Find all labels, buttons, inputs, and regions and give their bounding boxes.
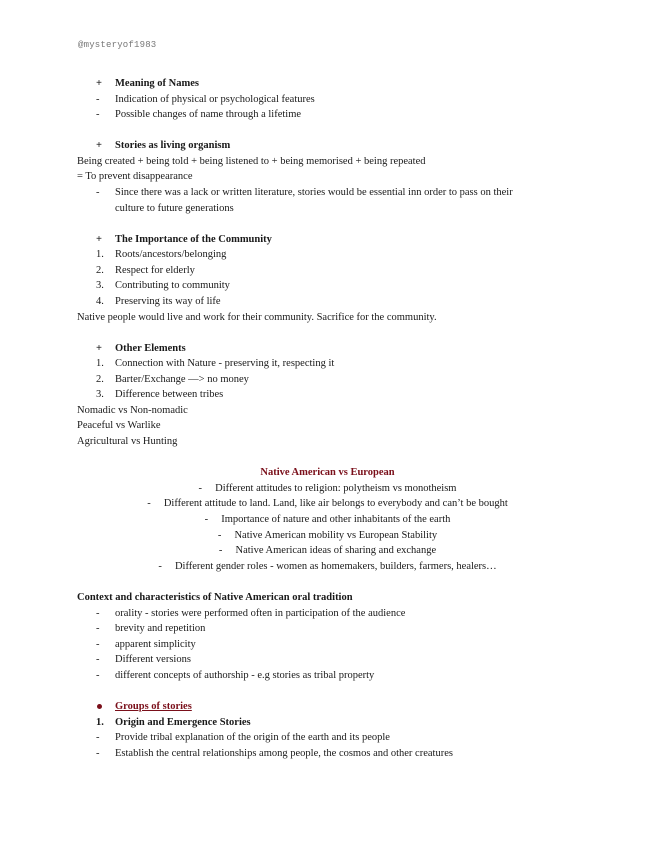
dash-marker: - bbox=[96, 109, 100, 120]
list-item: Barter/Exchange —> no money bbox=[115, 374, 249, 385]
list-item: orality - stories were performed often in participation of the audience bbox=[115, 608, 406, 619]
list-item-text: Different gender roles - women as homemakers, builders, farmers, healers… bbox=[174, 561, 497, 572]
list-item: Preserving its way of life bbox=[115, 296, 221, 307]
number-marker: 2. bbox=[96, 265, 104, 276]
list-item: brevity and repetition bbox=[115, 623, 206, 634]
plus-marker: + bbox=[96, 140, 102, 151]
dash-marker: - bbox=[158, 561, 162, 572]
centered-list-item bbox=[0, 544, 655, 558]
list-item: different concepts of authorship - e.g stories as tribal property bbox=[115, 670, 375, 681]
list-item: Provide tribal explanation of the origin of the earth and its people bbox=[115, 732, 390, 743]
number-marker: 3. bbox=[96, 280, 104, 291]
list-item: Roots/ancestors/belonging bbox=[115, 249, 227, 260]
dash-marker: - bbox=[96, 748, 100, 759]
list-item-continuation: culture to future generations bbox=[115, 203, 234, 214]
list-item: Contributing to community bbox=[115, 280, 230, 291]
centered-list-item bbox=[0, 560, 655, 574]
watermark: @mysteryof1983 bbox=[78, 40, 157, 50]
paragraph: = To prevent disappearance bbox=[77, 171, 193, 182]
list-item: Possible changes of name through a lifetime bbox=[115, 109, 302, 120]
dash-marker: - bbox=[96, 654, 100, 665]
list-item: Connection with Nature - preserving it, respecting it bbox=[115, 358, 335, 369]
paragraph: Agricultural vs Hunting bbox=[77, 436, 178, 447]
list-item: Establish the central relationships among people, the cosmos and other creatures bbox=[115, 748, 453, 759]
list-item-text: Different attitudes to religion: polytheism vs monotheism bbox=[215, 483, 457, 494]
list-item-text: Native American ideas of sharing and exchange bbox=[235, 545, 437, 556]
centered-list-item bbox=[0, 529, 655, 543]
dash-marker: - bbox=[147, 498, 151, 509]
list-item: apparent simplicity bbox=[115, 639, 196, 650]
sub-heading: Origin and Emergence Stories bbox=[115, 717, 251, 728]
section-heading: The Importance of the Community bbox=[115, 234, 272, 245]
centered-list-item bbox=[0, 497, 655, 511]
list-item: Since there was a lack or written literature, stories would be essential inn order to pass on their bbox=[115, 187, 513, 198]
list-item: Difference between tribes bbox=[115, 389, 224, 400]
list-item: Different versions bbox=[115, 654, 191, 665]
dash-marker: - bbox=[96, 187, 100, 198]
list-item-text: Importance of nature and other inhabitants of the earth bbox=[221, 514, 451, 525]
number-marker: 2. bbox=[96, 374, 104, 385]
dash-marker: - bbox=[96, 94, 100, 105]
paragraph: Peaceful vs Warlike bbox=[77, 420, 161, 431]
section-heading: Stories as living organism bbox=[115, 140, 231, 151]
bullet-dot-icon bbox=[97, 704, 102, 709]
plus-marker: + bbox=[96, 343, 102, 354]
dash-marker: - bbox=[96, 639, 100, 650]
list-item: Indication of physical or psychological features bbox=[115, 94, 315, 105]
list-item-text: Native American mobility vs European Stability bbox=[234, 530, 438, 541]
list-item-text: Different attitude to land. Land, like air belongs to everybody and can’t be bought bbox=[163, 498, 508, 509]
dash-marker: - bbox=[96, 670, 100, 681]
section-heading: Other Elements bbox=[115, 343, 186, 354]
dash-marker: - bbox=[204, 514, 209, 525]
plus-marker: + bbox=[96, 234, 102, 245]
number-marker: 1. bbox=[96, 358, 104, 369]
dash-marker: - bbox=[217, 530, 222, 541]
number-marker: 1. bbox=[96, 249, 104, 260]
dash-marker: - bbox=[96, 732, 100, 743]
dash-marker: - bbox=[198, 483, 203, 494]
list-item: Respect for elderly bbox=[115, 265, 195, 276]
centered-list-item bbox=[0, 513, 655, 527]
centered-list-item bbox=[0, 482, 655, 496]
section-heading: Groups of stories bbox=[115, 701, 192, 712]
section-heading: Context and characteristics of Native American oral tradition bbox=[77, 592, 353, 603]
paragraph: Native people would live and work for their community. Sacrifice for the community. bbox=[77, 312, 437, 323]
plus-marker: + bbox=[96, 78, 102, 89]
number-marker: 3. bbox=[96, 389, 104, 400]
number-marker: 4. bbox=[96, 296, 104, 307]
section-heading: Meaning of Names bbox=[115, 78, 199, 89]
paragraph: Being created + being told + being listened to + being memorised + being repeated bbox=[77, 156, 426, 167]
dash-marker: - bbox=[96, 623, 100, 634]
dash-marker: - bbox=[96, 608, 100, 619]
number-marker: 1. bbox=[96, 717, 104, 728]
paragraph: Nomadic vs Non-nomadic bbox=[77, 405, 188, 416]
section-heading: Native American vs European bbox=[260, 467, 395, 478]
dash-marker: - bbox=[218, 545, 223, 556]
